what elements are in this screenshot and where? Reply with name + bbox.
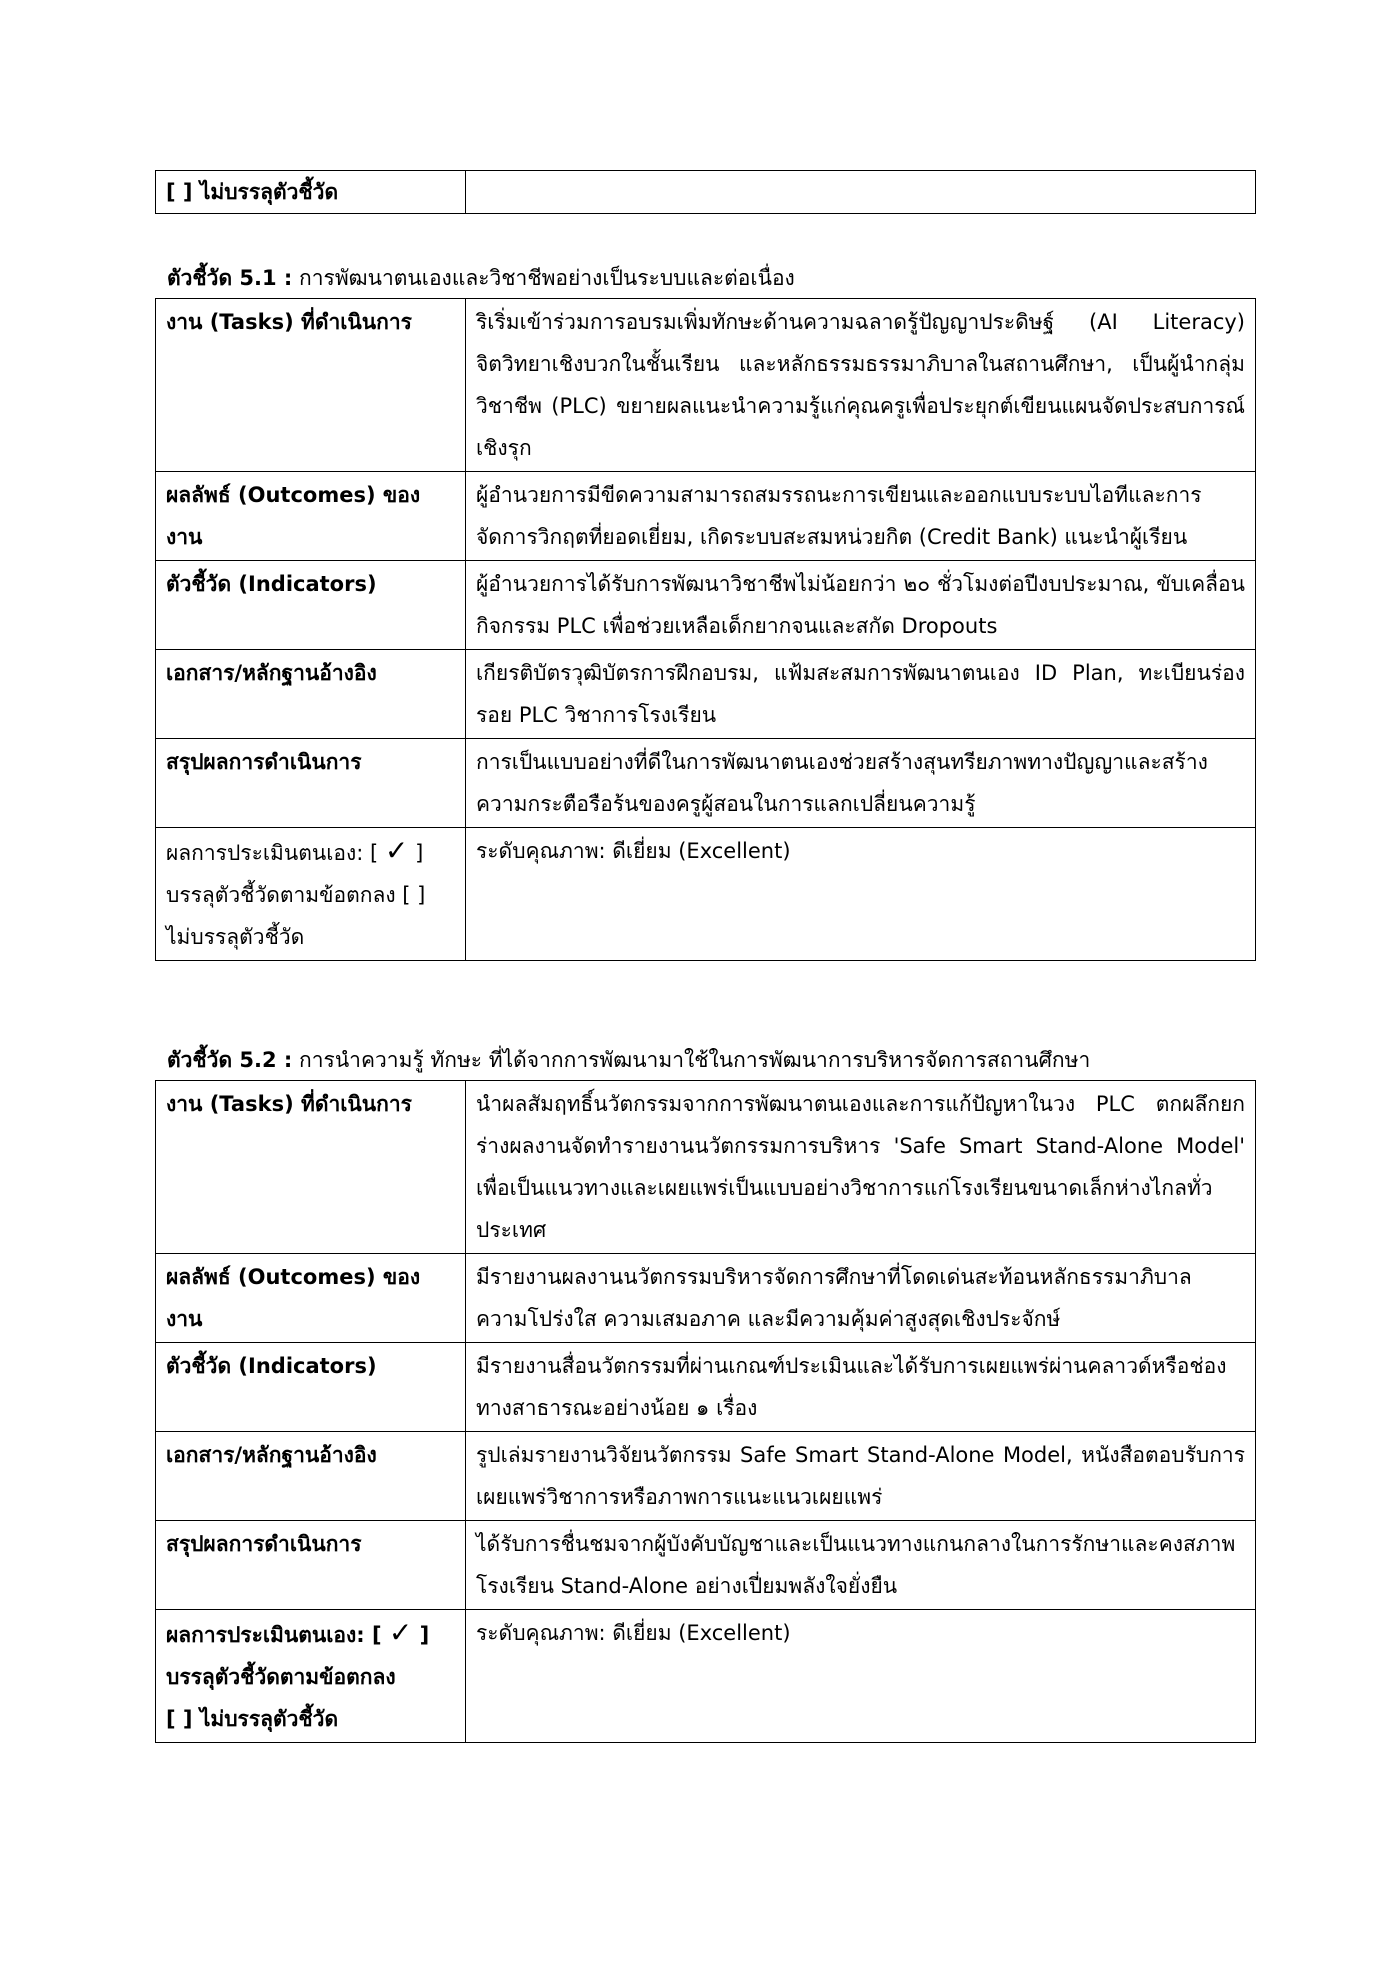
assessment-not-achieved: [ ] ไม่บรรลุตัวชี้วัด xyxy=(166,1707,339,1731)
table-row xyxy=(156,1254,1256,1343)
row-label-summary: สรุปผลการดำเนินการ xyxy=(156,739,466,828)
row-label-evidence: เอกสาร/หลักฐานอ้างอิง xyxy=(156,650,466,739)
section-title-5-2 xyxy=(167,1045,1090,1075)
row-value-evidence: รูปเล่มรายงานวิจัยนวัตกรรม Safe Smart Stand-Alone Model, หนังสือตอบรับการเผยแพร่วิชาการหรือภาพการแนะแนวเผยแพร่ xyxy=(466,1432,1256,1521)
assessment-prefix: ผลการประเมินตนเอง: [ xyxy=(166,841,379,865)
indicator-title: การพัฒนาตนเองและวิชาชีพอย่างเป็นระบบและต่อเนื่อง xyxy=(299,266,795,290)
row-label-tasks: งาน (Tasks) ที่ดำเนินการ xyxy=(156,299,466,472)
assessment-prefix: ผลการประเมินตนเอง: [ xyxy=(166,1623,382,1647)
row-value-outcomes: ผู้อำนวยการมีขีดความสามารถสมรรถนะการเขียนและออกแบบระบบไอทีและการจัดการวิกฤตที่ยอดเยี่ยม, เกิดระบบสะสมหน่วยกิต (Credit Bank) แนะนำผู้เรียน xyxy=(466,472,1256,561)
indicator-number: ตัวชี้วัด 5.1 : xyxy=(167,266,293,290)
row-label-outcomes: ผลลัพธ์ (Outcomes) ของงาน xyxy=(156,1254,466,1343)
section-title-5-1 xyxy=(167,263,795,293)
table-row xyxy=(156,1432,1256,1521)
check-mark-icon: ✓ xyxy=(388,1616,413,1649)
empty-cell xyxy=(466,171,1256,214)
not-achieved-label: [ ] ไม่บรรลุตัวชี้วัด xyxy=(156,171,466,214)
table-row xyxy=(156,1081,1256,1254)
row-value-indicators: มีรายงานสื่อนวัตกรรมที่ผ่านเกณฑ์ประเมินและได้รับการเผยแพร่ผ่านคลาวด์หรือช่องทางสาธารณะอย่างน้อย ๑ เรื่อง xyxy=(466,1343,1256,1432)
row-label-indicators: ตัวชี้วัด (Indicators) xyxy=(156,1343,466,1432)
table-row xyxy=(156,561,1256,650)
table-row xyxy=(156,650,1256,739)
self-assessment-cell xyxy=(156,1610,466,1743)
row-label-evidence: เอกสาร/หลักฐานอ้างอิง xyxy=(156,1432,466,1521)
indicator-table-5-2 xyxy=(155,1080,1256,1743)
indicator-title: การนำความรู้ ทักษะ ที่ได้จากการพัฒนามาใช้ในการพัฒนาการบริหารจัดการสถานศึกษา xyxy=(299,1048,1091,1072)
table-row xyxy=(156,1521,1256,1610)
indicator-number: ตัวชี้วัด 5.2 : xyxy=(167,1048,293,1072)
table-row xyxy=(156,1610,1256,1743)
check-mark-icon: ✓ xyxy=(384,834,409,867)
table-row xyxy=(156,299,1256,472)
table-row xyxy=(156,171,1256,214)
row-value-indicators: ผู้อำนวยการได้รับการพัฒนาวิชาชีพไม่น้อยกว่า ๒๐ ชั่วโมงต่อปีงบประมาณ, ขับเคลื่อนกิจกรรม PLC เพื่อช่วยเหลือเด็กยากจนและสกัด Dropouts xyxy=(466,561,1256,650)
quality-level: ระดับคุณภาพ: ดีเยี่ยม (Excellent) xyxy=(466,1610,1256,1743)
row-value-tasks: นำผลสัมฤทธิ์นวัตกรรมจากการพัฒนาตนเองและการแก้ปัญหาในวง PLC ตกผลึกยกร่างผลงานจัดทำรายงานนวัตกรรมการบริหาร 'Safe Smart Stand-Alone Model' เพื่อเป็นแนวทางและเผยแพร่เป็นแบบอย่างวิชาการแก่โรงเรียนขนาดเล็กห่างไกลทั่วประเทศ xyxy=(466,1081,1256,1254)
row-label-outcomes: ผลลัพธ์ (Outcomes) ของงาน xyxy=(156,472,466,561)
row-value-evidence: เกียรติบัตรวุฒิบัตรการฝึกอบรม, แฟ้มสะสมการพัฒนาตนเอง ID Plan, ทะเบียนร่องรอย PLC วิชาการโรงเรียน xyxy=(466,650,1256,739)
table-row xyxy=(156,828,1256,961)
row-value-outcomes: มีรายงานผลงานนวัตกรรมบริหารจัดการศึกษาที่โดดเด่นสะท้อนหลักธรรมาภิบาล ความโปร่งใส ความเสมอภาค และมีความคุ้มค่าสูงสุดเชิงประจักษ์ xyxy=(466,1254,1256,1343)
assessment-achieved: ] บรรลุตัวชี้วัดตามข้อตกลง xyxy=(166,1623,430,1689)
table-row xyxy=(156,472,1256,561)
self-assessment-cell xyxy=(156,828,466,961)
assessment-not-achieved: ] ไม่บรรลุตัวชี้วัด xyxy=(166,883,426,949)
row-value-tasks: ริเริ่มเข้าร่วมการอบรมเพิ่มทักษะด้านความฉลาดรู้ปัญญาประดิษฐ์ (AI Literacy) จิตวิทยาเชิงบวกในชั้นเรียน และหลักธรรมธรรมาภิบาลในสถานศึกษา, เป็นผู้นำกลุ่มวิชาชีพ (PLC) ขยายผลแนะนำความรู้แก่คุณครูเพื่อประยุกต์เขียนแผนจัดประสบการณ์เชิงรุก xyxy=(466,299,1256,472)
indicator-table-5-1 xyxy=(155,298,1256,961)
row-value-summary: การเป็นแบบอย่างที่ดีในการพัฒนาตนเองช่วยสร้างสุนทรียภาพทางปัญญาและสร้างความกระตือรือร้นของครูผู้สอนในการแลกเปลี่ยนความรู้ xyxy=(466,739,1256,828)
row-value-summary: ได้รับการชื่นชมจากผู้บังคับบัญชาและเป็นแนวทางแกนกลางในการรักษาและคงสภาพโรงเรียน Stand-Alone อย่างเปี่ยมพลังใจยั่งยืน xyxy=(466,1521,1256,1610)
quality-level: ระดับคุณภาพ: ดีเยี่ยม (Excellent) xyxy=(466,828,1256,961)
top-fragment-table xyxy=(155,170,1256,214)
table-row xyxy=(156,1343,1256,1432)
table-row xyxy=(156,739,1256,828)
row-label-summary: สรุปผลการดำเนินการ xyxy=(156,1521,466,1610)
row-label-indicators: ตัวชี้วัด (Indicators) xyxy=(156,561,466,650)
assessment-achieved: ] บรรลุตัวชี้วัดตามข้อตกลง [ xyxy=(166,841,424,907)
row-label-tasks: งาน (Tasks) ที่ดำเนินการ xyxy=(156,1081,466,1254)
